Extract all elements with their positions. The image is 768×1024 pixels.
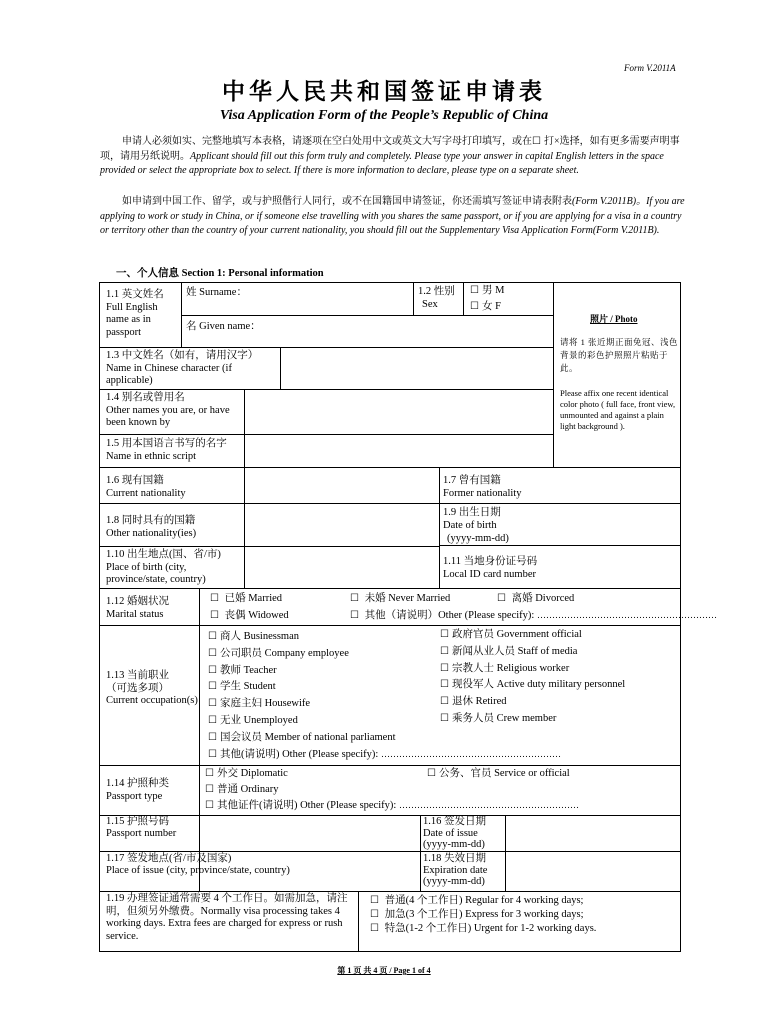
checkbox-icon[interactable]: ☐ [370,923,379,934]
checkbox-icon[interactable]: ☐ [440,679,449,691]
marital-never-married-option[interactable]: ☐ 未婚 Never Married [350,593,451,604]
occupation-option[interactable]: ☐ 公司职员 Company employee [208,647,349,659]
field-1-1-label: 1.1 英文姓名 Full English name as in passport [106,289,164,338]
occupation-other-input[interactable]: …………………………………………………… [380,749,561,759]
photo-instructions-en: Please affix one recent identical color photo ( full face, front view, unmounted and against a plain light background ). [560,388,676,431]
occupation-option[interactable]: ☐ 退休 Retired [440,696,507,708]
field-1-16-label: 1.16 签发日期 Date of issue (yyyy-mm-dd) [423,816,486,850]
surname-label: 姓 Surname： [186,287,247,298]
passport-number-input[interactable] [201,817,418,849]
checkbox-icon[interactable]: ☐ [470,285,479,296]
chinese-name-input[interactable] [282,349,551,387]
occupation-option[interactable]: ☐ 现役军人 Active duty military personnel [440,679,626,691]
expiration-date-input[interactable] [507,853,678,889]
place-of-birth-input[interactable] [246,548,437,586]
photo-title: 照片 / Photo [590,314,638,324]
occupation-option[interactable]: ☐ 国会议员 Member of national parliament [208,731,396,743]
checkbox-icon[interactable]: ☐ [208,749,217,760]
field-1-17-label: 1.17 签发地点(省/市及国家) Place of issue (city, province/state, country) [106,853,290,876]
passport-other-input[interactable]: …………………………………………………… [398,800,579,810]
passport-diplomatic-option[interactable]: ☐ 外交 Diplomatic [205,768,288,779]
field-1-18-label: 1.18 失效日期 Expiration date (yyyy-mm-dd) [423,853,488,887]
place-of-issue-input[interactable] [250,865,418,889]
other-names-input[interactable] [246,391,551,432]
field-1-7-label: 1.7 曾有国籍 Former nationality [443,475,522,499]
sex-female-option[interactable]: ☐ 女 F [470,301,501,312]
checkbox-icon[interactable]: ☐ [440,712,449,724]
occupation-option[interactable]: ☐ 无业 Unemployed [208,714,298,726]
checkbox-icon[interactable]: ☐ [208,681,217,693]
passport-ordinary-option[interactable]: ☐ 普通 Ordinary [205,784,279,795]
other-nationality-input[interactable] [246,505,437,544]
checkbox-icon[interactable]: ☐ [427,768,436,779]
processing-urgent-option[interactable]: ☐ 特急(1-2 个工作日) Urgent for 1-2 working days. [370,923,597,934]
field-1-2-label: 1.2 性别 Sex [418,286,455,310]
checkbox-icon[interactable]: ☐ [470,301,479,312]
field-1-15-label: 1.15 护照号码 Passport number [106,816,177,839]
occupation-option[interactable]: ☐ 宗教人士 Religious worker [440,662,570,674]
checkbox-icon[interactable]: ☐ [370,909,379,920]
given-name-input[interactable] [262,318,550,345]
field-1-8-label: 1.8 同时具有的国籍 Other nationality(ies) [106,515,197,539]
surname-input[interactable] [250,285,410,313]
page-footer: 第 1 页 共 4 页 / Page 1 of 4 [337,966,431,975]
field-1-10-label: 1.10 出生地点(国、省/市) Place of birth (city, province/state, country) [106,549,221,585]
occupation-left-list [208,629,396,747]
checkbox-icon[interactable]: ☐ [440,662,449,674]
section1-heading: 一、个人信息 Section 1: Personal information [116,268,324,279]
checkbox-icon[interactable]: ☐ [440,696,449,708]
field-1-19-label: 1.19 办理签证通常需要 4 个工作日。如需加急，请注明，但须另外缴费。Normally visa processing takes 4 working days. Extra fees are charged for express or rush service. [106,893,348,942]
checkbox-icon[interactable]: ☐ [208,714,217,726]
field-1-12-label: 1.12 婚姻状况 Marital status [106,596,169,620]
marital-other-input[interactable]: …………………………………………………… [536,610,717,620]
checkbox-icon[interactable]: ☐ [440,629,449,640]
marital-married-option[interactable]: ☐ 已婚 Married [210,593,283,604]
marital-other-option[interactable]: ☐ 其他（请说明）Other (Please specify): …………………………………………………… [350,610,717,621]
field-1-13-label: 1.13 当前职业 （可选多项） Current occupation(s) [106,670,198,706]
field-1-4-label: 1.4 别名或曾用名 Other names you are, or have been known by [106,392,230,428]
date-of-birth-input[interactable] [555,505,678,543]
occupation-option[interactable]: ☐ 教师 Teacher [208,664,277,676]
checkbox-icon[interactable]: ☐ [208,731,217,743]
sex-male-option[interactable]: ☐ 男 M [470,285,505,296]
marital-widowed-option[interactable]: ☐ 丧偶 Widowed [210,610,289,621]
checkbox-icon[interactable]: ☐ [210,593,219,604]
passport-other-option[interactable]: ☐ 其他证件(请说明) Other (Please specify): …………………………………………………… [205,800,579,811]
checkbox-icon[interactable]: ☐ [208,631,217,642]
field-1-14-label: 1.14 护照种类 Passport type [106,778,169,802]
occupation-right-list [440,627,625,728]
date-of-issue-input[interactable] [507,817,678,849]
checkbox-icon[interactable]: ☐ [350,593,359,604]
field-1-11-label: 1.11 当地身份证号码 Local ID card number [443,556,538,580]
local-id-input[interactable] [555,547,678,586]
marital-divorced-option[interactable]: ☐ 离婚 Divorced [497,593,575,604]
checkbox-icon[interactable]: ☐ [210,610,219,621]
passport-service-option[interactable]: ☐ 公务、官员 Service or official [427,768,570,779]
checkbox-icon[interactable]: ☐ [208,664,217,676]
checkbox-icon[interactable]: ☐ [440,645,449,657]
checkbox-icon[interactable]: ☐ [205,768,214,779]
occupation-option[interactable]: ☐ 新闻从业人员 Staff of media [440,645,578,657]
checkbox-icon[interactable]: ☐ [208,647,217,659]
title-en: Visa Application Form of the People’s Republic of China [219,108,549,123]
checkbox-icon[interactable]: ☐ [205,784,214,795]
current-nationality-input[interactable] [246,469,437,501]
occupation-option[interactable]: ☐ 乘务人员 Crew member [440,712,557,724]
occupation-option[interactable]: ☐ 家庭主妇 Housewife [208,698,311,710]
checkbox-icon[interactable]: ☐ [497,593,506,604]
checkbox-icon[interactable]: ☐ [370,895,379,906]
checkbox-icon[interactable]: ☐ [208,698,217,710]
field-1-3-label: 1.3 中文姓名（如有，请用汉字） Name in Chinese character (if applicable) [106,350,259,386]
intro-paragraph-2: 如申请到中国工作、留学，或与护照偕行人同行，或不在国籍国申请签证，你还需填写签证申请表附表(Form V.2011B)。If you are applying to work or study in China, or if someone else travelling with you shares the same passport, or if you are applying for a visa in a country or territory other than the country of your current nationality, you should fill out the Supplementary Visa Application Form(Form V.2011B). [100,196,685,236]
title-cn: 中华人民共和国签证申请表 [222,78,546,105]
former-nationality-input[interactable] [555,469,678,501]
occupation-option[interactable]: ☐ 政府官员 Government official [440,629,582,640]
photo-instructions-cn: 请将 1 张近期正面免冠、浅色背景的彩色护照照片粘贴于此。 [560,337,679,373]
checkbox-icon[interactable]: ☐ [350,610,359,621]
processing-express-option[interactable]: ☐ 加急(3 个工作日) Express for 3 working days; [370,909,584,920]
occupation-option[interactable]: ☐ 学生 Student [208,681,276,693]
form-version: Form V.2011A [624,63,676,73]
field-1-6-label: 1.6 现有国籍 Current nationality [106,475,186,499]
ethnic-name-input[interactable] [246,436,551,465]
occupation-other-option[interactable]: ☐ 其他(请说明) Other (Please specify): …………………………………………………… [208,749,561,760]
field-1-5-label: 1.5 用本国语言书写的名字 Name in ethnic script [106,438,227,462]
occupation-option[interactable]: ☐ 商人 Businessman [208,631,300,642]
given-name-label: 名 Given name： [186,321,261,332]
checkbox-icon[interactable]: ☐ [205,800,214,811]
intro-paragraph-1: 申请人必须如实、完整地填写本表格，请逐项在空白处用中文或英文大写字母打印填写，或在☐ 打×选择，如有更多需要声明事项，请用另纸说明。Applicant should fill out this form truly and completely. Please type your answer in capital English letters in the space provided or select the appropriate box to select. If there is more information to declare, please type on a separate sheet. [100,136,680,176]
field-1-9-label: 1.9 出生日期 Date of birth (yyyy-mm-dd) [443,507,509,544]
processing-regular-option[interactable]: ☐ 普通(4 个工作日) Regular for 4 working days; [370,895,584,906]
